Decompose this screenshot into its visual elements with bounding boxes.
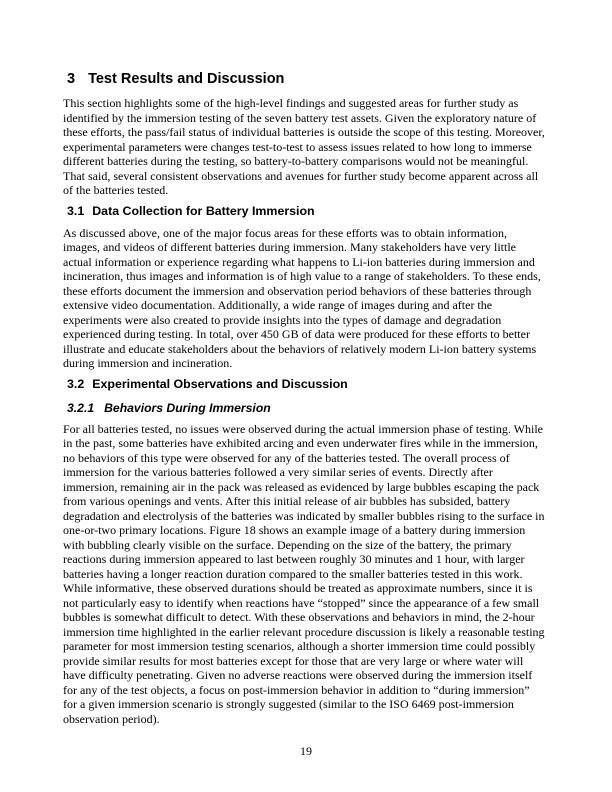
section-number: 3.2: [67, 376, 85, 391]
section-heading-3-2: [63, 377, 546, 392]
section-number: 3.1: [67, 203, 85, 218]
section-number: 3.2.1: [67, 400, 95, 415]
paragraph-intro: This section highlights some of the high-level findings and suggested areas for further study as identified by the immersion testing of the seven battery test assets. Given the exploratory nature of these efforts, the pass/fail status of individual batteries is outside the scope of this testing. Moreover, experimental parameters were changes test-to-test to assess issues related to how long to immerse different batteries during the testing, so battery-to-battery comparisons would not be meaningful. That said, several consistent observations and avenues for further study become apparent across all of the batteries tested.: [63, 96, 545, 197]
page-number: 19: [300, 744, 312, 758]
section-title: Behaviors During Immersion: [104, 400, 271, 415]
section-heading-3-2-1: [63, 401, 546, 416]
section-number: 3: [67, 71, 76, 87]
paragraph-behaviors: For all batteries tested, no issues were observed during the actual immersion phase of testing. While in the past, some batteries have exhibited arcing and even underwater fires while in the immersion, no behaviors of this type were observed for any of the batteries tested. The overall process of immersion for the various batteries followed a very similar series of events. Directly after immersion, remaining air in the pack was released as evidenced by large bubbles escaping the pack from various openings and vents. After this initial release of air bubbles has subsided, battery degradation and electrolysis of the batteries was indicated by smaller bubbles rising to the surface in one-or-two primary locations. Figure 18 shows an example image of a battery during immersion with bubbling clearly visible on the surface. Depending on the size of the battery, the primary reactions during immersion appeared to last between roughly 30 minutes and 1 hour, with larger batteries having a longer reaction duration compared to the smaller batteries tested in this work. While informative, these observed durations should be treated as approximate numbers, since it is not particularly easy to identify when reactions have “stopped” since the appearance of a few small bubbles is somewhat difficult to detect. With these observations and behaviors in mind, the 2-hour immersion time highlighted in the earlier relevant procedure discussion is likely a reasonable testing parameter for most immersion testing scenarios, although a shorter immersion time could possibly provide similar results for most batteries except for those that are very large or where water will have difficulty penetrating. Given no adverse reactions were observed during the immersion itself for any of the test objects, a focus on post-immersion behavior in addition to “during immersion” for a given immersion scenario is strongly suggested (similar to the ISO 6469 post-immersion observation period).: [63, 421, 545, 726]
section-title: Data Collection for Battery Immersion: [92, 203, 315, 218]
section-title: Experimental Observations and Discussion: [92, 376, 348, 391]
section-heading-3: [63, 70, 546, 88]
paragraph-data-collection: As discussed above, one of the major focus areas for these efforts was to obtain information, images, and videos of different batteries during immersion. Many stakeholders have very little actual information or experience regarding what happens to Li-ion batteries during immersion and incineration, thus images and information is of high value to a range of stakeholders. To these ends, these efforts document the immersion and observation period behaviors of these batteries through extensive video documentation. Additionally, a wide range of images during and after the experiments were also created to provide insights into the types of damage and degradation experienced during testing. In total, over 450 GB of data were produced for these efforts to better illustrate and educate stakeholders about the behaviors of relatively modern Li-ion battery systems during immersion and incineration.: [63, 225, 541, 370]
section-heading-3-1: [63, 204, 546, 219]
page-content: [63, 70, 546, 732]
section-title: Test Results and Discussion: [88, 71, 285, 87]
